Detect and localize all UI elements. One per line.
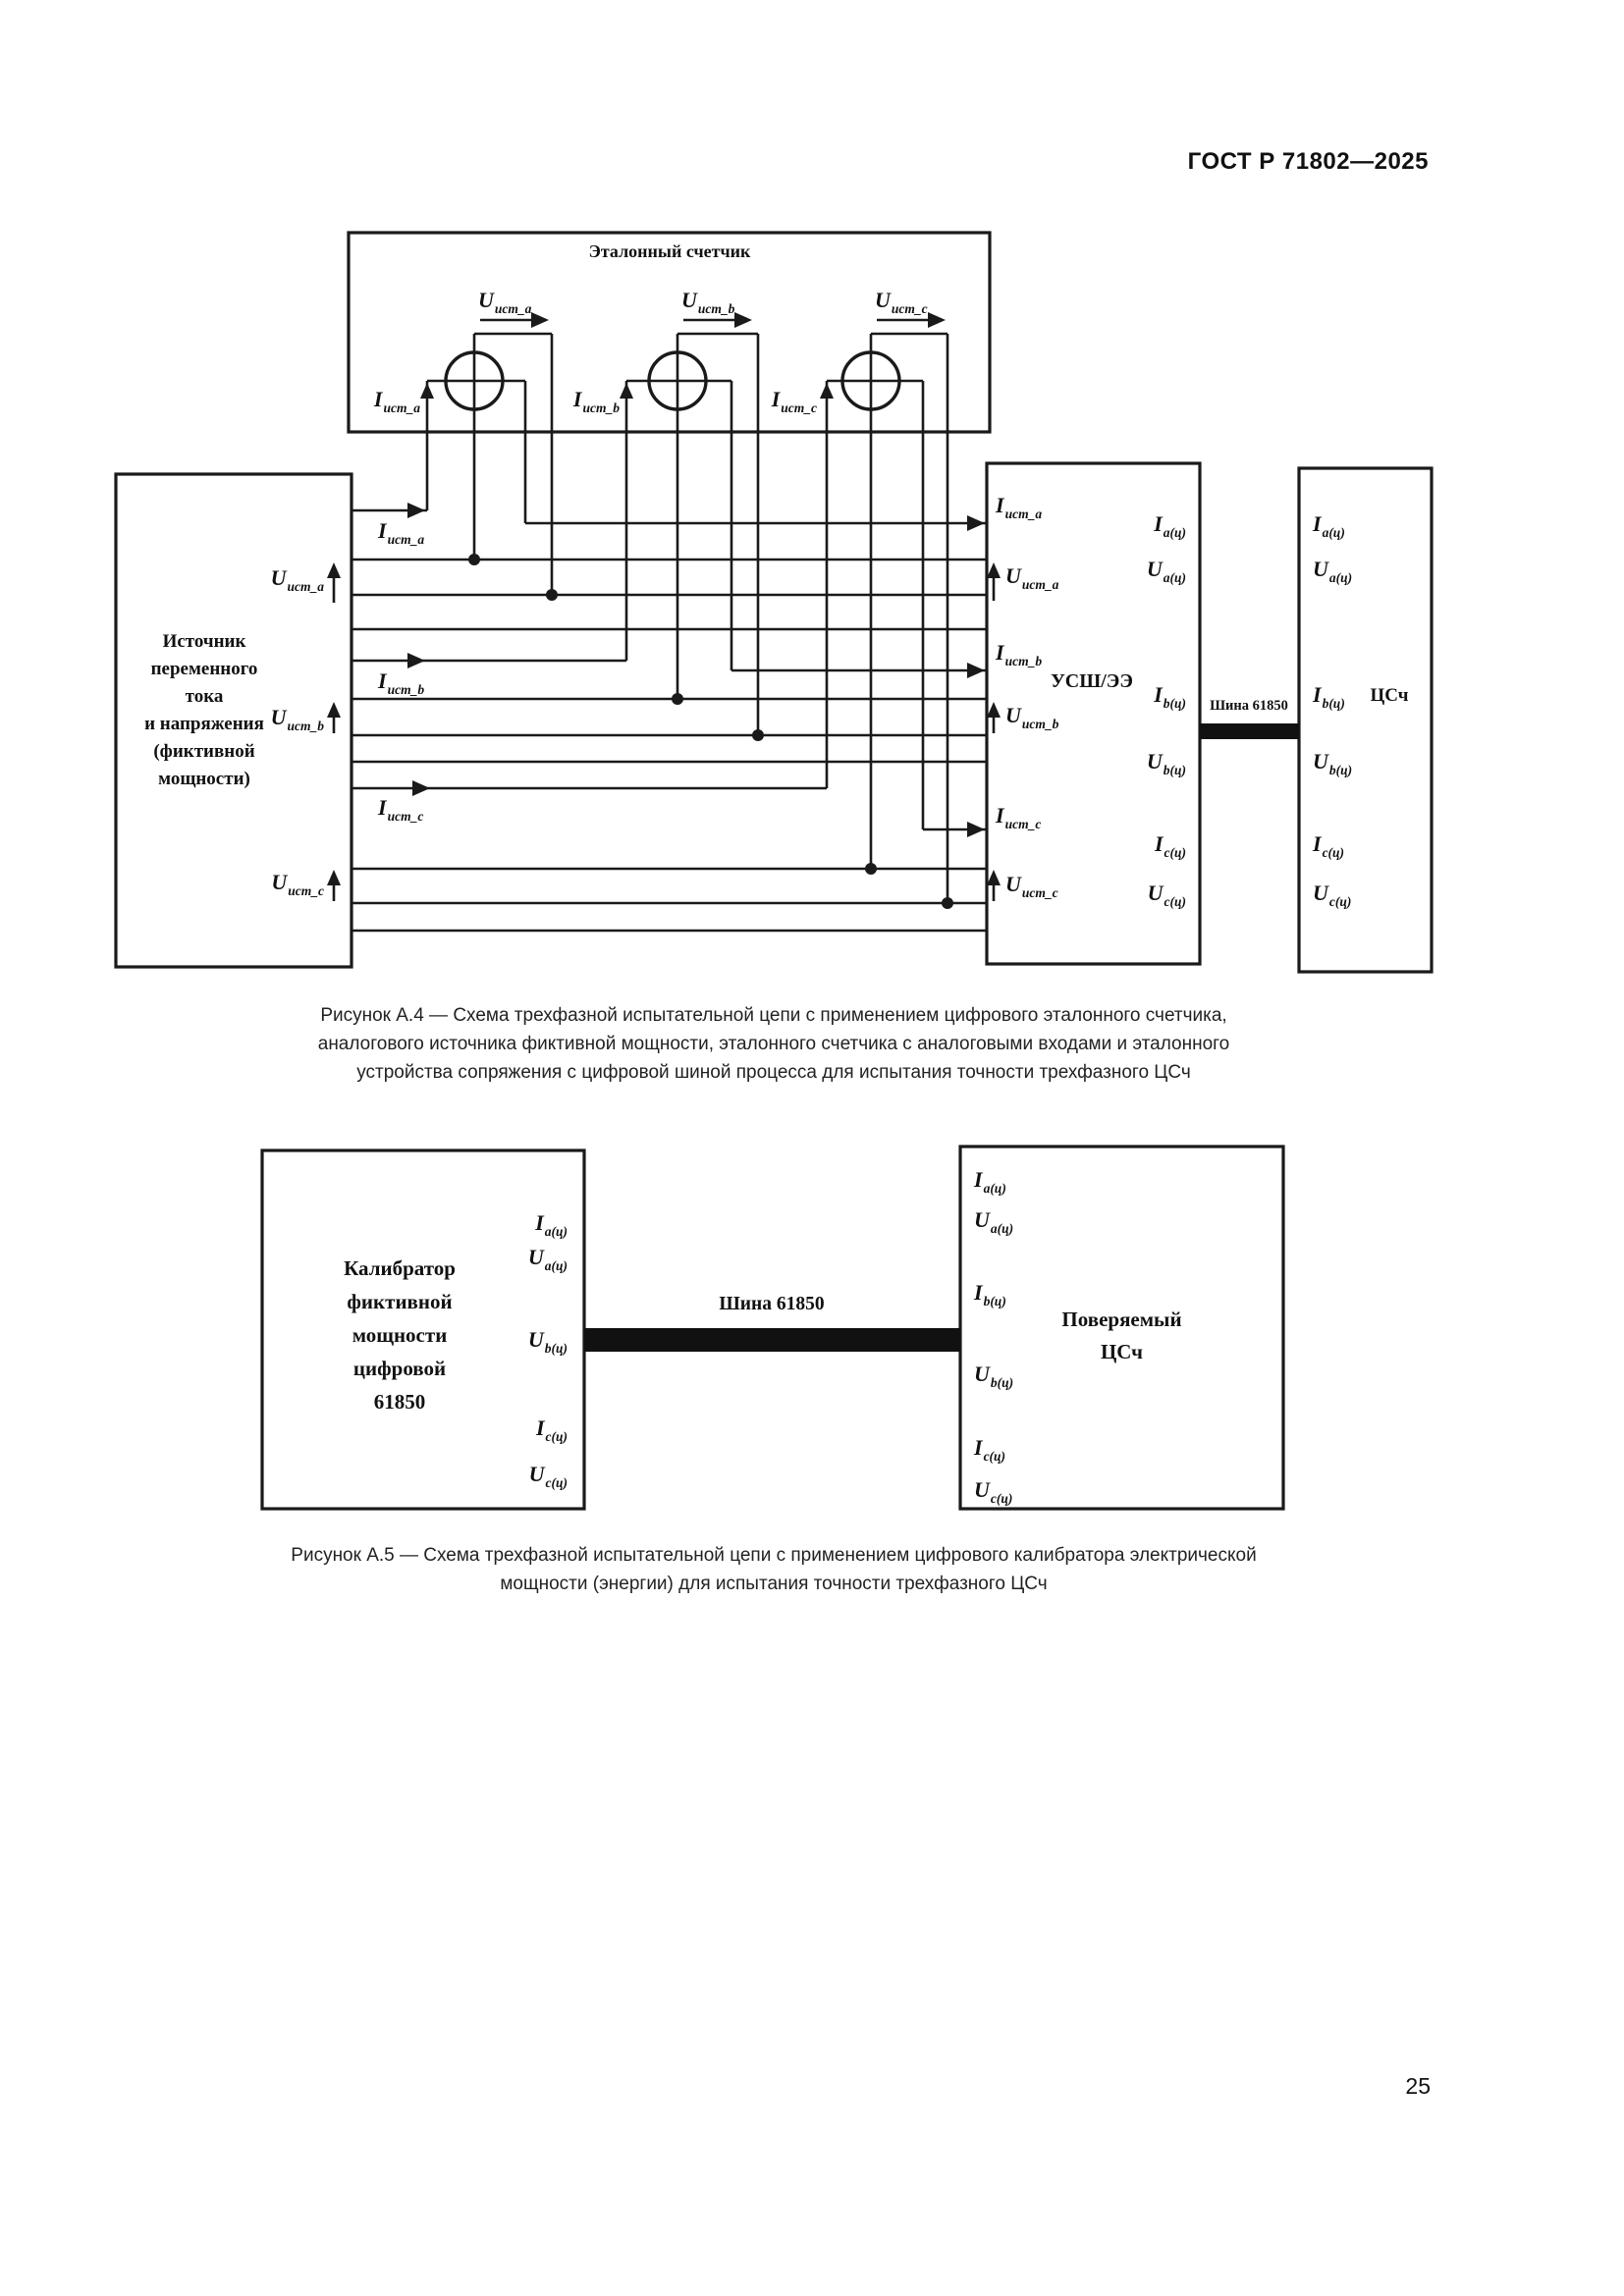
label-i-ist-a-source: $I_{ист\_a}$ [378,518,425,547]
label-i-ist-a-ct: $I_{ист\_a}$ [373,387,420,415]
fig5-caption-line1: Рисунок А.5 — Схема трехфазной испытательной цепи с применением цифрового калибратора электрической [291,1545,1257,1566]
page-number: 25 [1405,2073,1431,2099]
label-i-ist-b-source: $I_{ист\_b}$ [378,668,425,697]
fig4-caption-line2: аналогового источника фиктивной мощности, эталонного счетчика с аналоговыми входами и эталонного [317,1034,1230,1054]
label-ub-d-csch: $U_{b(ц)}$ [1313,749,1353,777]
label-i-ist-b-ussh: $I_{ист\_b}$ [996,640,1043,668]
fig5-bus-bar [584,1328,960,1352]
label-u-ist-b-ussh: $U_{ист\_b}$ [1005,703,1059,731]
label-u-ist-a-ussh: $U_{ист\_a}$ [1005,563,1059,592]
label-u-ist-a-ct: $U_{ист\_a}$ [478,288,532,316]
label-ua-d-dut: $U_{a(ц)}$ [974,1207,1014,1236]
label-ia-d-ussh: $I_{a(ц)}$ [1154,511,1186,540]
label-ub-d-cal: $U_{b(ц)}$ [527,1327,568,1356]
label-ia-d-dut: $I_{a(ц)}$ [974,1167,1006,1196]
label-u-ist-c-ussh: $U_{ист\_c}$ [1005,872,1058,900]
fig4-wires [334,320,994,931]
label-ia-d-cal: $I_{a(ц)}$ [535,1210,568,1239]
fig5-dut-box-text: Поверяемый ЦСч [1061,1308,1182,1363]
fig4-source-box-text: Источник переменного тока и напряжения (фиктивной мощности) [144,631,264,789]
document-header: ГОСТ Р 71802—2025 [1187,148,1429,175]
label-ua-d-ussh: $U_{a(ц)}$ [1146,557,1186,585]
fig4-csch-title: ЦСч [1370,685,1409,706]
fig4-bus-label: Шина 61850 [1210,698,1288,714]
fig4-caption-line3: устройства сопряжения с цифровой шиной процесса для испытания точности трехфазного ЦСч [356,1062,1191,1083]
label-uc-d-ussh: $U_{c(ц)}$ [1147,881,1186,909]
label-ic-d-cal: $I_{c(ц)}$ [535,1415,568,1444]
fig4-reference-meter-box [349,233,990,432]
label-uc-d-cal: $U_{c(ц)}$ [528,1462,568,1490]
fig4-caption [116,1001,1432,1087]
label-i-ist-c-ct: $I_{ист\_c}$ [771,387,817,415]
label-i-ist-c-source: $I_{ист\_c}$ [378,795,424,824]
label-u-ist-b-ct: $U_{ист\_b}$ [681,288,735,316]
label-ic-d-ussh: $I_{c(ц)}$ [1154,831,1186,860]
label-uc-d-dut: $U_{c(ц)}$ [974,1477,1013,1506]
junction-dots [468,554,953,909]
label-u-ist-c-ct: $U_{ист\_c}$ [875,288,928,316]
label-ua-d-cal: $U_{a(ц)}$ [527,1245,568,1273]
fig4-ussh-title: УСШ/ЭЭ [1051,670,1133,692]
label-i-ist-a-ussh: $I_{ист\_a}$ [996,493,1043,521]
fig5-caption-line2: мощности (энергии) для испытания точности трехфазного ЦСч [500,1574,1048,1594]
arrowheads [327,312,1001,885]
label-ic-d-dut: $I_{c(ц)}$ [974,1435,1006,1464]
label-u-ist-c-source: $U_{ист\_c}$ [271,870,324,898]
fig4-meter-box-title: Эталонный счетчик [588,241,751,261]
label-ub-d-dut: $U_{b(ц)}$ [974,1362,1014,1390]
label-uc-d-csch: $U_{c(ц)}$ [1313,881,1352,909]
label-u-ist-a-source: $U_{ист\_a}$ [270,565,324,594]
fig4-caption-line1: Рисунок А.4 — Схема трехфазной испытательной цепи с применением цифрового эталонного счетчика, [320,1005,1227,1026]
label-ia-d-csch: $I_{a(ц)}$ [1313,511,1345,540]
label-i-ist-c-ussh: $I_{ист\_c}$ [996,803,1042,831]
fig5-bus-label: Шина 61850 [719,1294,825,1314]
fig4-bus-bar [1200,723,1299,739]
label-ic-d-csch: $I_{c(ц)}$ [1313,831,1345,860]
label-i-ist-b-ct: $I_{ист\_b}$ [572,387,620,415]
label-ub-d-ussh: $U_{b(ц)}$ [1146,749,1186,777]
label-ib-d-csch: $I_{b(ц)}$ [1313,682,1345,711]
label-ib-d-dut: $I_{b(ц)}$ [974,1280,1006,1308]
label-ib-d-ussh: $I_{b(ц)}$ [1154,682,1186,711]
fig5-calibrator-box-text: Калибратор фиктивной мощности цифровой 61850 [344,1256,456,1414]
fig5-caption [116,1541,1432,1598]
label-u-ist-b-source: $U_{ист\_b}$ [270,705,324,733]
label-ua-d-csch: $U_{a(ц)}$ [1313,557,1353,585]
